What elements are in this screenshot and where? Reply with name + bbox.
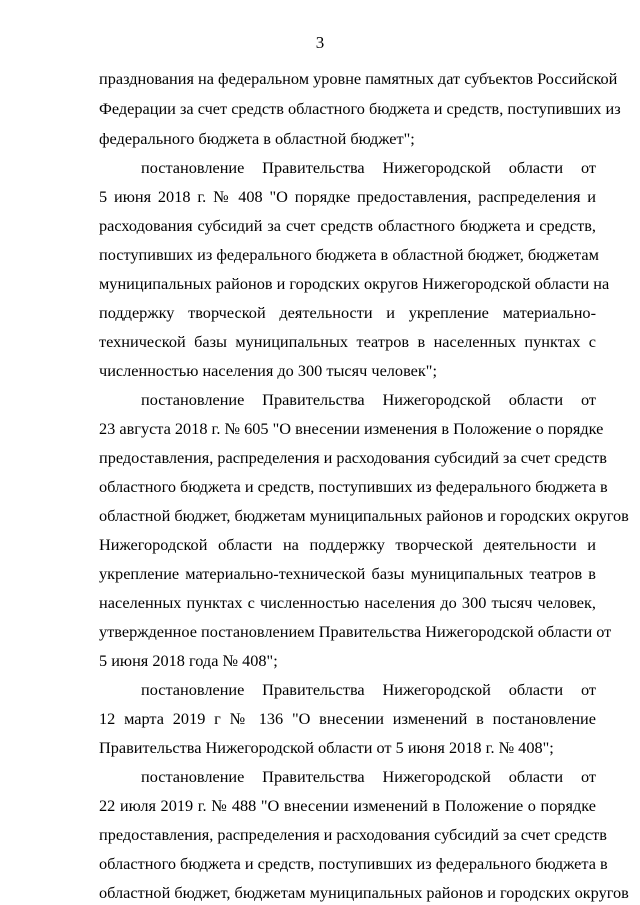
text-line: 22 июля 2019 г. № 488 "О внесении изменений в Положение о порядке: [99, 796, 596, 815]
text-line: постановление Правительства Нижегородской области от: [141, 680, 596, 699]
text-line: поддержку творческой деятельности и укрепление материально-: [99, 303, 596, 322]
text-line: федерального бюджета в областной бюджет";: [99, 129, 415, 148]
text-line: постановление Правительства Нижегородской области от: [141, 767, 596, 786]
text-line: 23 августа 2018 г. № 605 "О внесении изменения в Положение о порядке: [99, 419, 604, 438]
text-line: 12 марта 2019 г № 136 "О внесении изменений в постановление: [99, 709, 596, 728]
text-line: поступивших из федерального бюджета в областной бюджет, бюджетам: [99, 245, 599, 264]
text-line: областного бюджета и средств, поступивших из федерального бюджета в: [99, 854, 608, 873]
page-number: 3: [315, 33, 325, 52]
text-line: технической базы муниципальных театров в населенных пунктах с: [99, 332, 596, 351]
text-line: численностью населения до 300 тысяч человек";: [99, 361, 437, 380]
text-line: Нижегородской области на поддержку творческой деятельности и: [99, 535, 596, 554]
text-line: постановление Правительства Нижегородской области от: [141, 158, 596, 177]
text-line: 5 июня 2018 г. № 408 "О порядке предоставления, распределения и: [99, 187, 596, 206]
text-line: утвержденное постановлением Правительства Нижегородской области от: [99, 622, 612, 641]
text-line: муниципальных районов и городских округов Нижегородской области на: [99, 274, 610, 293]
text-line: населенных пунктах с численностью населения до 300 тысяч человек,: [99, 593, 596, 612]
text-line: постановление Правительства Нижегородской области от: [141, 390, 596, 409]
text-line: Правительства Нижегородской области от 5 июня 2018 г. № 408";: [99, 738, 554, 757]
text-line: областной бюджет, бюджетам муниципальных районов и городских округов: [99, 883, 629, 902]
text-line: областной бюджет, бюджетам муниципальных районов и городских округов: [99, 506, 629, 525]
text-line: предоставления, распределения и расходования субсидий за счет средств: [99, 825, 607, 844]
text-line: празднования на федеральном уровне памятных дат субъектов Российской: [99, 69, 618, 88]
text-line: 5 июня 2018 года № 408";: [99, 651, 278, 670]
text-line: областного бюджета и средств, поступивших из федерального бюджета в: [99, 477, 608, 496]
text-line: Федерации за счет средств областного бюджета и средств, поступивших из: [99, 99, 621, 118]
text-line: расходования субсидий за счет средств областного бюджета и средств,: [99, 216, 596, 235]
text-line: предоставления, распределения и расходования субсидий за счет средств: [99, 448, 607, 467]
text-line: укрепление материально-технической базы муниципальных театров в: [99, 564, 596, 583]
